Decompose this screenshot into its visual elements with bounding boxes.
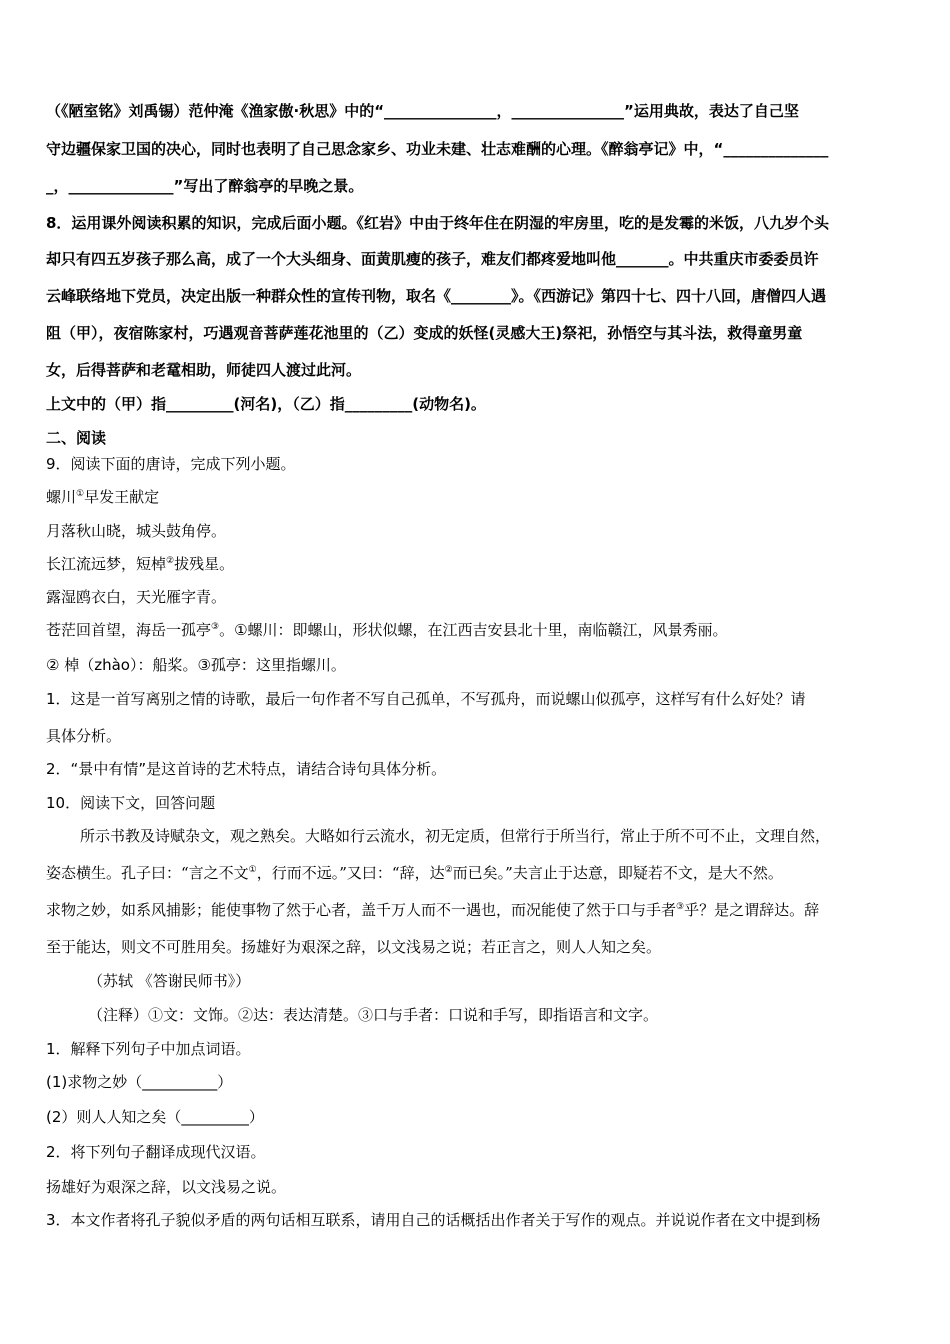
poem-line-1: 月落秋山晓，城头鼓角停。 — [46, 522, 227, 540]
q7-line-1: （《陋室铭》刘禹锡）范仲淹《渔家傲·秋思》中的“_______________，_______________”运用典故，表达了自己坚 — [46, 102, 799, 120]
q10-sub1-item-1: (1)求物之妙（__________） — [46, 1073, 233, 1091]
q9-intro: 9．阅读下面的唐诗，完成下列小题。 — [46, 455, 296, 473]
poem-line-2: 长江流远梦，短棹②拔残星。 — [46, 555, 235, 573]
q9-sub1-line-2: 具体分析。 — [46, 727, 122, 745]
q8-line-5: 女，后得菩萨和老鼋相助，师徒四人渡过此河。 — [46, 361, 362, 379]
q10-sub2-sentence: 扬雄好为艰深之辞，以文浅易之说。 — [46, 1178, 287, 1196]
passage-line-2: 姿态横生。孔子曰：“言之不文①，行而不远。”又曰：“辞，达②而已矣。”夫言止于达意，即疑若不文，是大不然。 — [46, 864, 783, 882]
poem-line-4-and-note-1: 苍茫回首望，海岳一孤亭③。①螺川：即螺山，形状似螺，在江西吉安县北十里，南临赣江，风景秀丽。 — [46, 621, 728, 639]
passage-line-4: 至于能达，则文不可胜用矣。扬雄好为艰深之辞，以文浅易之说；若正言之，则人人知之矣。 — [46, 938, 662, 956]
q7-line-3: _，______________”写出了醉翁亭的早晚之景。 — [46, 177, 364, 195]
q8-line-3: 云峰联络地下党员，决定出版一种群众性的宣传刊物，取名《________》。《西游记》第四十七、四十八回，唐僧四人遇 — [46, 287, 827, 305]
passage-source: （苏轼 《答谢民师书》） — [88, 972, 251, 990]
q9-sub1-line-1: 1．这是一首写离别之情的诗歌，最后一句作者不写自己孤单，不写孤舟，而说螺山似孤亭，这样写有什么好处？请 — [46, 690, 806, 708]
q10-sub1-item-2: (2）则人人知之矣（_________） — [46, 1108, 264, 1126]
q10-sub2: 2．将下列句子翻译成现代汉语。 — [46, 1143, 266, 1161]
passage-line-1: 所示书教及诗赋杂文，观之熟矣。大略如行云流水，初无定质，但常行于所当行，常止于所不可不止，文理自然， — [80, 827, 831, 845]
q8-line-4: 阻（甲），夜宿陈家村，巧遇观音菩萨莲花池里的（乙）变成的妖怪(灵感大王)祭祀，孙悟空与其斗法，救得童男童 — [46, 324, 803, 342]
q8-line-6: 上文中的（甲）指_________(河名)，（乙）指_________(动物名)。 — [46, 395, 486, 413]
poem-note-2: ② 棹（zhào）：船桨。③孤亭：这里指螺川。 — [46, 656, 346, 674]
passage-line-3: 求物之妙，如系风捕影；能使事物了然于心者，盖千万人而不一遇也，而况能使了然于口与手者③乎？是之谓辞达。辞 — [46, 901, 820, 919]
q10-intro: 10．阅读下文，回答问题 — [46, 794, 216, 812]
q9-sub2: 2．“景中有情”是这首诗的艺术特点，请结合诗句具体分析。 — [46, 760, 447, 778]
passage-notes: （注释）①文：文饰。②达：表达清楚。③口与手者：口说和手写，即指语言和文字。 — [88, 1006, 659, 1024]
poem-title: 螺川①早发王献定 — [46, 488, 160, 506]
poem-line-3: 露湿鸥衣白，天光雁字青。 — [46, 588, 227, 606]
q10-sub3: 3．本文作者将孔子貌似矛盾的两句话相互联系，请用自己的话概括出作者关于写作的观点。并说说作者在文中提到杨 — [46, 1211, 821, 1229]
q8-line-2: 却只有四五岁孩子那么高，成了一个大头细身、面黄肌瘦的孩子，难友们都疼爱地叫他_______。中共重庆市委委员许 — [46, 250, 819, 268]
q10-sub1: 1．解释下列句子中加点词语。 — [46, 1040, 251, 1058]
q7-line-2: 守边疆保家卫国的决心，同时也表明了自己思念家乡、功业未建、壮志难酬的心理。《醉翁亭记》中，“______________ — [46, 140, 829, 158]
q8-line-1: 8．运用课外阅读积累的知识，完成后面小题。《红岩》中由于终年住在阴湿的牢房里，吃的是发霉的米饭，八九岁个头 — [46, 214, 829, 232]
section-heading-reading: 二、阅读 — [46, 429, 107, 447]
